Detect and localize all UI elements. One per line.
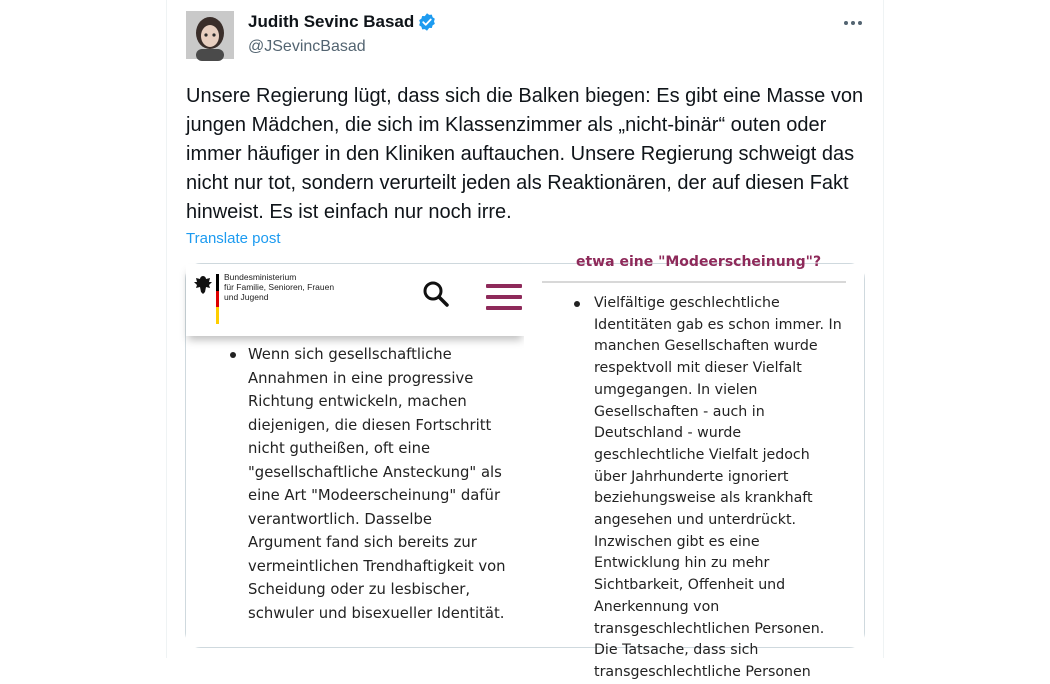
verified-badge-icon[interactable] <box>417 12 437 32</box>
tweet-text: Unsere Regierung lügt, dass sich die Balken biegen: Es gibt eine Masse von jungen Mädchen, die sich im Klassenzimmer als „nicht-binär“ outen oder immer häufiger in den Kliniken auftauchen. Unsere Regierung schweigt das nicht nur tot, sondern verurteilt jeden als Reaktionären, der auf diesen Fakt hinweist. Es ist einfach nur noch irre. <box>186 85 864 223</box>
section-heading: etwa eine "Modeerscheinung"? <box>576 254 822 270</box>
ministry-line: und Jugend <box>224 292 269 302</box>
author-handle[interactable]: @JSevincBasad <box>248 38 366 55</box>
tweet-media-image[interactable] <box>185 254 865 680</box>
ministry-line: Bundesministerium <box>224 272 297 282</box>
ministry-name <box>224 272 334 302</box>
ministry-header <box>186 264 524 336</box>
bullet-dot <box>230 352 236 358</box>
left-bullet-text: Wenn sich gesellschaftliche Annahmen in eine progressive Richtung entwickeln, machen diejenigen, die diesen Fortschritt nicht gutheißen, oft eine "gesellschaftliche Ansteckung" als eine Art "Modeerscheinung" dafür verantwortlich. Dasselbe Argument fand sich bereits zur vermeintlichen Trendhaftigkeit von Scheidung oder zu lesbischer, schwuler und bisexueller Identität. <box>248 346 506 622</box>
avatar[interactable] <box>186 11 234 59</box>
author-name-row[interactable] <box>248 12 437 32</box>
divider <box>542 281 846 283</box>
right-bullet-text: Vielfältige geschlechtliche Identitäten gab es schon immer. In manchen Gesellschaften wurde respektvoll mit dieser Vielfalt umgegangen. In vielen Gesellschaften - auch in Deutschland - wurde geschlechtliche Vielfalt jedoch über Jahrhunderte ignoriert beziehungsweise als krankhaft angesehen und unterdrückt. Inzwischen gibt es eine Entwicklung hin zu mehr Sichtbarkeit, Offenheit und Anerkennung von transgeschlechtlichen Personen. Die Tatsache, dass sich transgeschlechtliche Personen <box>594 295 842 680</box>
hamburger-menu-icon <box>486 284 522 312</box>
author-display-name[interactable]: Judith Sevinc Basad <box>248 12 415 31</box>
bullet-dot <box>574 301 580 307</box>
ministry-line: für Familie, Senioren, Frauen <box>224 282 335 292</box>
federal-eagle-icon <box>193 274 213 296</box>
media-left-screenshot <box>186 264 524 647</box>
search-icon <box>422 280 450 308</box>
media-right-screenshot <box>524 254 864 680</box>
german-flag-bar <box>216 274 219 324</box>
translate-post-link[interactable]: Translate post <box>186 230 281 247</box>
more-options-icon[interactable] <box>840 10 866 36</box>
